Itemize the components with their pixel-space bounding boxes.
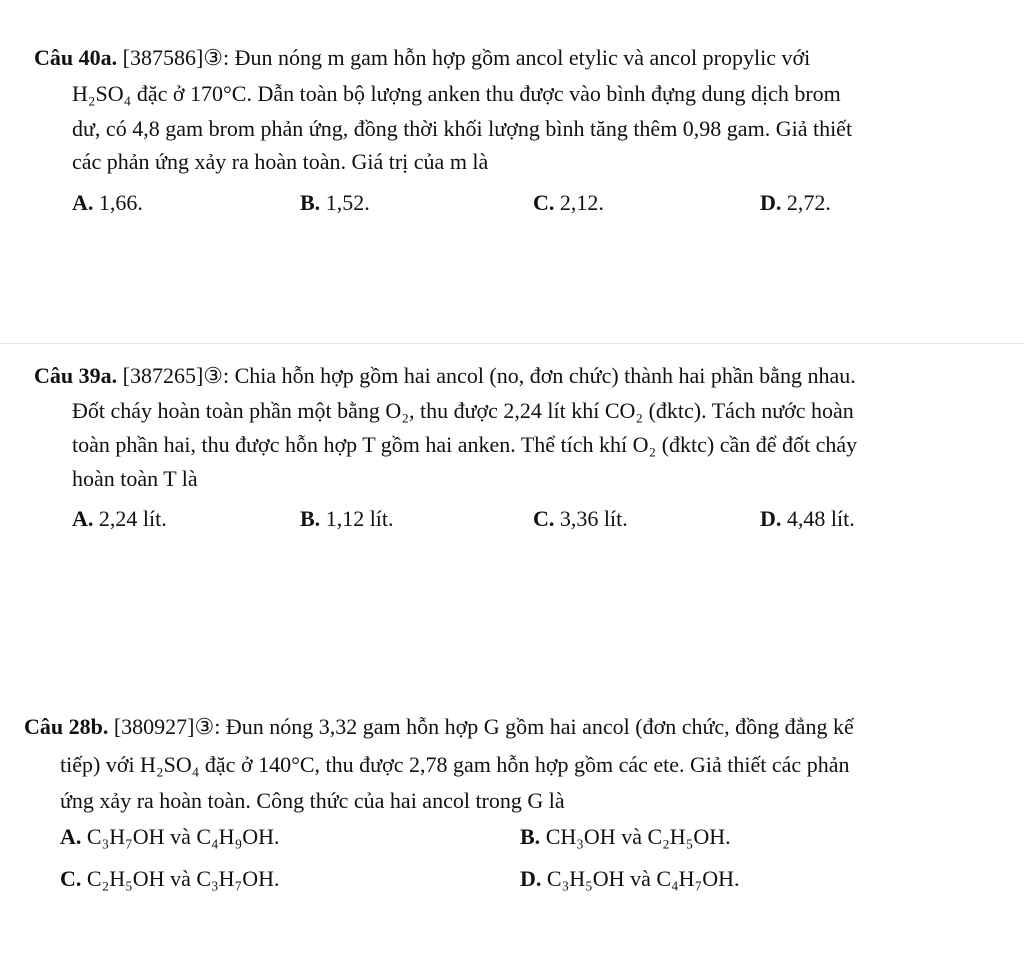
question-28b-line-3: ứng xảy ra hoàn toàn. Công thức của hai ancol trong G là (60, 788, 565, 813)
option-b[interactable]: B. 1,12 lít. (300, 506, 394, 531)
question-28b-line-2: tiếp) với H₂SO₄ đặc ở 140°C, thu được 2,78 gam hỗn hợp gồm các ete. Giả thiết các phản (60, 752, 850, 777)
option-c[interactable]: C. C₂H₅OH và C₃H₇OH. (60, 866, 280, 891)
option-b[interactable]: B. CH₃OH và C₂H₅OH. (520, 824, 731, 849)
question-40a-line-1: Câu 40a. [387586]③: Đun nóng m gam hỗn hợp gồm ancol etylic và ancol propylic với (34, 45, 811, 70)
question-28b-line-1: Câu 28b. [380927]③: Đun nóng 3,32 gam hỗn hợp G gồm hai ancol (đơn chức, đồng đẳng kế (24, 714, 854, 739)
option-a[interactable]: A. 1,66. (72, 190, 143, 215)
option-c[interactable]: C. 2,12. (533, 190, 604, 215)
option-d[interactable]: D. 2,72. (760, 190, 831, 215)
question-39a-line-1: Câu 39a. [387265]③: Chia hỗn hợp gồm hai ancol (no, đơn chức) thành hai phần bằng nhau. (34, 363, 856, 388)
question-39a-line-2: Đốt cháy hoàn toàn phần một bằng O₂, thu được 2,24 lít khí CO₂ (đktc). Tách nước hoàn (72, 398, 854, 423)
question-28b-label: Câu 28b. (24, 714, 109, 739)
question-39a-line-3: toàn phần hai, thu được hỗn hợp T gồm hai anken. Thể tích khí O₂ (đktc) cần để đốt cháy (72, 432, 858, 457)
option-a[interactable]: A. 2,24 lít. (72, 506, 167, 531)
question-40a-label: Câu 40a. (34, 45, 118, 70)
question-39a-label: Câu 39a. (34, 363, 118, 388)
divider (0, 343, 1024, 344)
question-39a-line-4: hoàn toàn T là (72, 466, 198, 491)
option-a[interactable]: A. C₃H₇OH và C₄H₉OH. (60, 824, 280, 849)
option-d[interactable]: D. 4,48 lít. (760, 506, 855, 531)
option-d[interactable]: D. C₃H₅OH và C₄H₇OH. (520, 866, 740, 891)
option-c[interactable]: C. 3,36 lít. (533, 506, 628, 531)
question-40a-line-4: các phản ứng xảy ra hoàn toàn. Giá trị của m là (72, 149, 489, 174)
question-40a-line-2: H₂SO₄ đặc ở 170°C. Dẫn toàn bộ lượng anken thu được vào bình đựng dung dịch brom (72, 81, 841, 106)
option-b[interactable]: B. 1,52. (300, 190, 370, 215)
question-40a-line-3: dư, có 4,8 gam brom phản ứng, đồng thời khối lượng bình tăng thêm 0,98 gam. Giả thiết (72, 116, 853, 141)
